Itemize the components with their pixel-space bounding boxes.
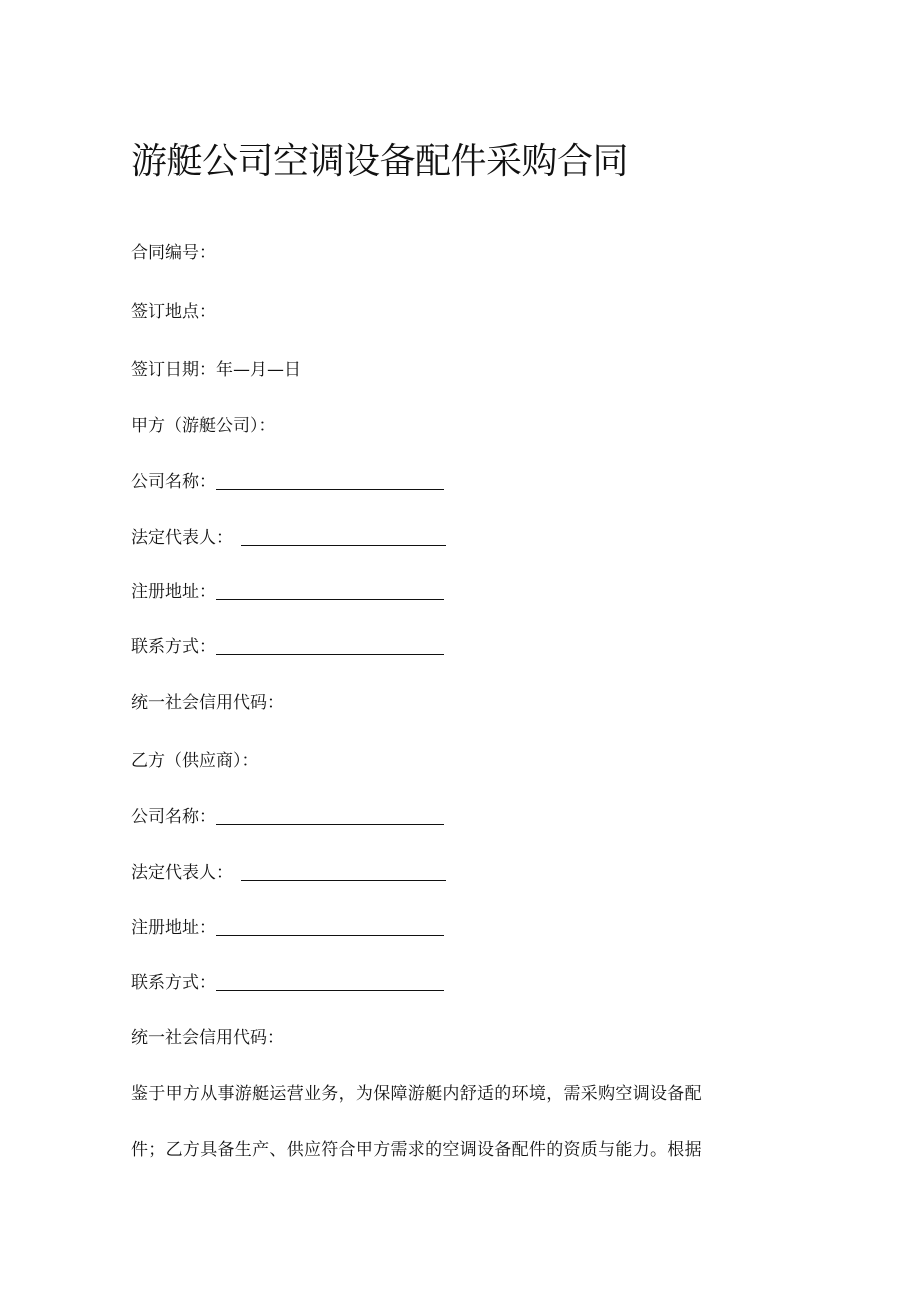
field-label: 法定代表人： — [131, 863, 233, 883]
party-b-company-name-field — [131, 805, 444, 829]
field-label: 注册地址： — [131, 582, 216, 602]
party-b-legal-rep-field — [131, 861, 446, 885]
preamble-line-2: 件；乙方具备生产、供应符合甲方需求的空调设备配件的资质与能力。根据 — [131, 1140, 702, 1160]
preamble-line-1: 鉴于甲方从事游艇运营业务，为保障游艇内舒适的环境，需采购空调设备配 — [131, 1084, 702, 1104]
party-a-heading: 甲方（游艇公司）： — [131, 416, 276, 436]
field-label: 法定代表人： — [131, 528, 233, 548]
party-a-legal-rep-field — [131, 526, 446, 550]
party-a-credit-code-label: 统一社会信用代码： — [131, 693, 284, 713]
party-a-address-field — [131, 580, 444, 604]
field-label: 联系方式： — [131, 637, 216, 657]
contract-number-label: 合同编号： — [131, 243, 216, 263]
party-b-contact-field — [131, 971, 444, 995]
party-a-company-name-field — [131, 470, 444, 494]
field-label: 公司名称： — [131, 472, 216, 492]
fill-blank-line — [216, 636, 444, 655]
fill-blank-line — [216, 806, 444, 825]
party-b-credit-code-label: 统一社会信用代码： — [131, 1028, 284, 1048]
fill-blank-line — [216, 581, 444, 600]
field-label: 联系方式： — [131, 973, 216, 993]
party-b-heading: 乙方（供应商）： — [131, 751, 259, 771]
fill-blank-line — [216, 471, 444, 490]
sign-place-label: 签订地点： — [131, 302, 216, 322]
fill-blank-line — [241, 527, 446, 546]
sign-date-label: 签订日期：年—月—日 — [131, 360, 301, 380]
document-title: 游艇公司空调设备配件采购合同 — [131, 141, 629, 182]
field-label: 注册地址： — [131, 918, 216, 938]
party-a-contact-field — [131, 635, 444, 659]
party-b-address-field — [131, 916, 444, 940]
field-label: 公司名称： — [131, 807, 216, 827]
fill-blank-line — [216, 972, 444, 991]
fill-blank-line — [216, 917, 444, 936]
fill-blank-line — [241, 862, 446, 881]
